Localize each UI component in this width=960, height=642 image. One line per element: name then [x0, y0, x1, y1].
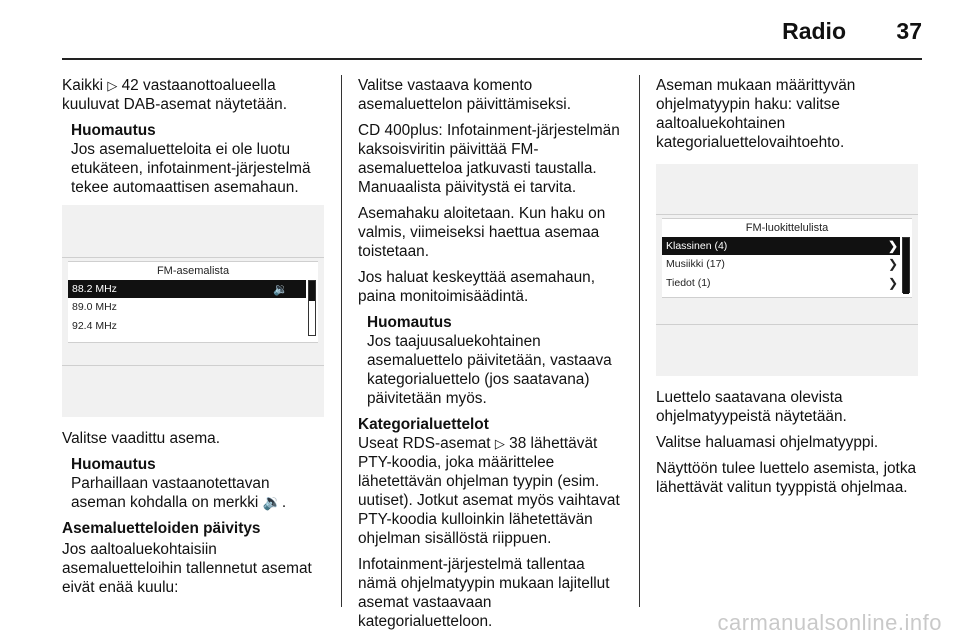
chevron-right-icon: ❯: [887, 276, 898, 290]
speaker-icon: 🔉: [262, 494, 282, 511]
station-row[interactable]: 92.4 MHz: [72, 320, 117, 332]
page-ref-arrow-icon: ▷: [107, 78, 118, 93]
paragraph: Näyttöön tulee luettelo asemista, jotka lähettävät valitun tyyppistä ohjelmaa.: [656, 460, 917, 496]
note: Huomautus Jos taajuusaluekohtainen asemaluettelo päivitetään, vastaava kategorialuettelo (jos saatavana) päivitetään myös.: [367, 314, 612, 407]
watermark: carmanualsonline.info: [717, 610, 942, 635]
column-3: [656, 76, 922, 504]
column-2: [358, 76, 624, 638]
paragraph: Valitse vastaava komento asemaluettelon päivittämiseksi.: [358, 77, 572, 113]
page-number: 37: [896, 18, 922, 44]
section-heading: Asemaluetteloiden päivitys: [62, 520, 261, 537]
paragraph: Luettelo saatavana olevista ohjelmatyypeistä näytetään.: [656, 389, 847, 425]
note: Huomautus Parhaillaan vastaanotettavan aseman kohdalla on merkki 🔉.: [71, 456, 287, 511]
column-divider: [639, 75, 640, 607]
speaker-icon: 🔉: [273, 282, 288, 296]
header-rule: [62, 58, 922, 60]
paragraph: Jos haluat keskeyttää asemahaun, paina monitoimisäädintä.: [358, 269, 595, 305]
fm-category-list-screen: [662, 218, 912, 298]
station-row[interactable]: 89.0 MHz: [72, 301, 117, 313]
paragraph: Valitse vaadittu asema.: [62, 430, 220, 447]
column-divider: [341, 75, 342, 607]
scrollbar[interactable]: [308, 280, 316, 336]
screen-title: FM-asemalista: [156, 265, 230, 277]
category-row[interactable]: Musiikki (17) ❯: [662, 255, 900, 274]
paragraph: Infotainment-järjestelmä tallentaa nämä ohjelmatyypin mukaan lajitellut asemat vastaavaan kategorialuetteloon.: [358, 556, 610, 630]
fm-station-list-screen: [68, 261, 318, 343]
screen-title: FM-luokittelulista: [745, 222, 829, 234]
paragraph: Useat RDS-asemat ▷ 38 lähettävät PTY-koodia, joka määrittelee lähetettävän ohjelman tyypin (esim. uutiset). Jotkut asemat myös vaihtavat PTY-koodia kulloinkin lähetettävän ohjelman sisällöstä riippuen.: [358, 435, 620, 547]
fm-category-list-figure: [656, 164, 918, 376]
note: Huomautus Jos asemaluetteloita ei ole luotu etukäteen, infotainment-järjestelmä tekee automaattisen asemahaun.: [71, 122, 311, 196]
column-1: [62, 76, 324, 604]
category-row-selected[interactable]: Klassinen (4) ❯: [662, 237, 900, 255]
chevron-right-icon: ❯: [887, 239, 898, 253]
page-ref-arrow-icon: ▷: [494, 436, 505, 451]
category-row[interactable]: Tiedot (1) ❯: [666, 276, 898, 290]
scroll-thumb[interactable]: [309, 281, 315, 301]
paragraph: Aseman mukaan määrittyvän ohjelmatyypin haku: valitse aaltoaluekohtainen kategorialuettelovaihtoehto.: [656, 77, 856, 151]
paragraph: Kaikki ▷ 42 vastaanottoalueella kuuluvat DAB-asemat näytetään.: [62, 77, 287, 113]
chevron-right-icon: ❯: [887, 257, 898, 271]
scroll-thumb[interactable]: [903, 238, 909, 294]
paragraph: CD 400plus: Infotainment-järjestelmän kaksoisviritin päivittää FM-asemaluetteloa jatkuvasti taustalla. Manuaalista päivitystä ei tarvita.: [358, 122, 620, 196]
scrollbar[interactable]: [902, 237, 910, 293]
paragraph: Asemahaku aloitetaan. Kun haku on valmis, viimeiseksi haettua asemaa toistetaan.: [358, 205, 606, 260]
page-title: Radio: [782, 18, 846, 44]
station-row-selected[interactable]: 88.2 MHz 🔉: [68, 280, 306, 298]
paragraph: Jos aaltoaluekohtaisiin asemaluetteloihin tallennetut asemat eivät enää kuulu:: [62, 541, 312, 596]
fm-station-list-figure: [62, 205, 324, 417]
section-heading: Kategorialuettelot: [358, 416, 489, 433]
paragraph: Valitse haluamasi ohjelmatyyppi.: [656, 434, 879, 451]
